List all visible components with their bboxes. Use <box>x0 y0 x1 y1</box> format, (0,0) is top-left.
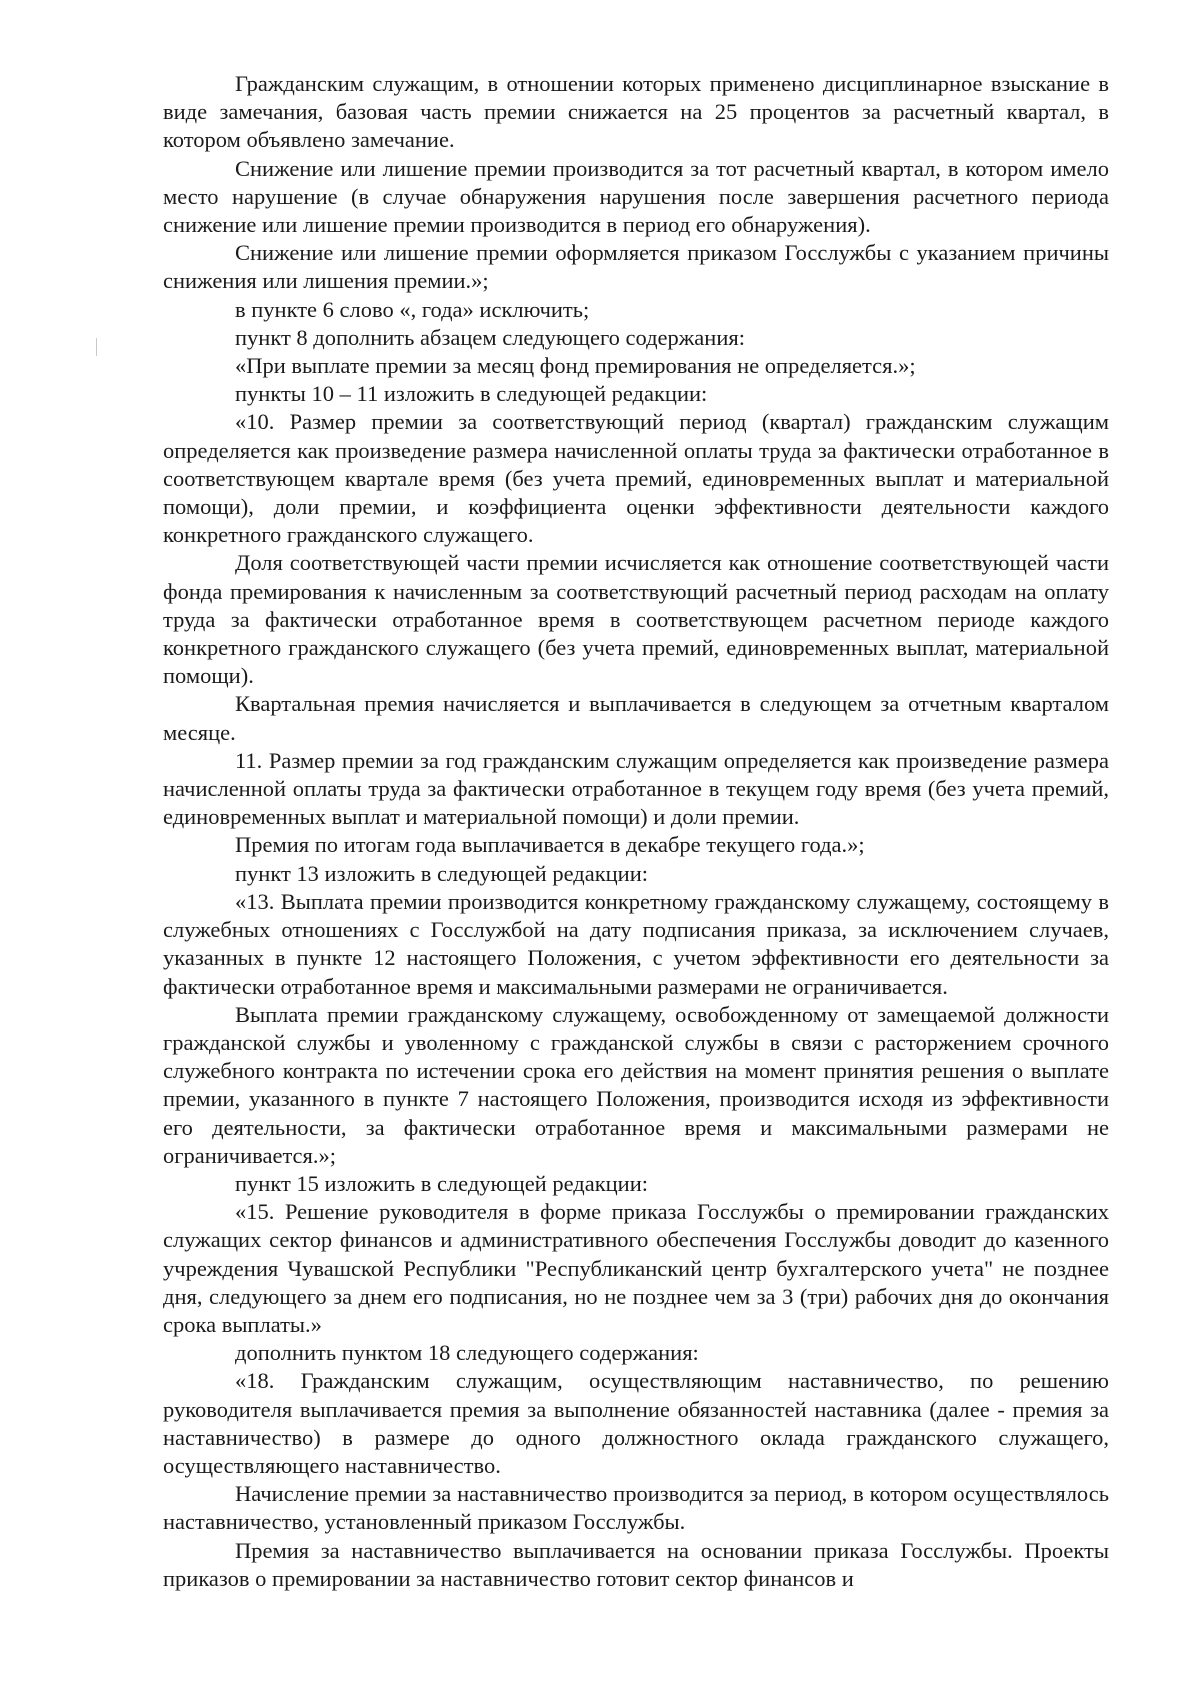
paragraph-point-11: 11. Размер премии за год гражданским служащим определяется как произведение размера начисленной оплаты труда за фактически отработанное в текущем году время (без учета премий, единовременных выплат и материальной помощи) и доли премии. <box>163 747 1109 830</box>
paragraph-amend-point-6: в пункте 6 слово «, года» исключить; <box>235 296 590 322</box>
paragraph-quarterly-bonus: Квартальная премия начисляется и выплачивается в следующем за отчетным кварталом месяце. <box>163 691 1109 745</box>
paragraph-point-15: «15. Решение руководителя в форме приказа Госслужбы о премировании гражданских служащих сектор финансов и административного обеспечения Госслужбы доводит до казенного учреждения Чувашской Республики "Республиканский центр бухгалтерского учета" не позднее дня, следующего за днем его подписания, но не позднее чем за 3 (три) рабочих дня до окончания срока выплаты.» <box>163 1199 1109 1337</box>
paragraph-point-10: «10. Размер премии за соответствующий период (квартал) гражданским служащим определяется как произведение размера начисленной оплаты труда за фактически отработанное в соответствующем квартале время (без учета премий, единовременных выплат и материальной помощи), доли премии, и коэффициента оценки эффективности деятельности каждого конкретного гражданского служащего. <box>163 409 1109 548</box>
paragraph-bonus-share: Доля соответствующей части премии исчисляется как отношение соответствующей части фонда премирования к начисленным за соответствующий расчетный период расходам на оплату труда за фактически отработанное время в соответствующем расчетном периоде каждого конкретного гражданского служащего (без учета премий, единовременных выплат, материальной помощи). <box>163 550 1109 689</box>
paragraph-point-18: «18. Гражданским служащим, осуществляющим наставничество, по решению руководителя выплачивается премия за выполнение обязанностей наставника (далее - премия за наставничество) в размере до одного должностного оклада гражданского служащего, осуществляющего наставничество. <box>163 1368 1109 1478</box>
paragraph-reduction-period: Снижение или лишение премии производится за тот расчетный квартал, в котором имело место нарушение (в случае обнаружения нарушения после завершения расчетного периода снижение или лишение премии производится в период его обнаружения). <box>163 155 1109 238</box>
paragraph-mentoring-order: Премия за наставничество выплачивается на основании приказа Госслужбы. Проекты приказов о премировании за наставничество готовит сектор финансов и <box>163 1537 1109 1591</box>
paragraph-disciplinary-reduction: Гражданским служащим, в отношении которых применено дисциплинарное взыскание в виде замечания, базовая часть премии снижается на 25 процентов за расчетный квартал, в котором объявлено замечание. <box>163 71 1109 153</box>
paragraph-amend-points-10-11: пункты 10 – 11 изложить в следующей редакции: <box>235 381 708 407</box>
paragraph-mentoring-period: Начисление премии за наставничество производится за период, в котором осуществлялось наставничество, установленный приказом Госслужбы. <box>163 1481 1109 1535</box>
paragraph-point-13: «13. Выплата премии производится конкретному гражданскому служащему, состоящему в служебных отношениях с Госслужбой на дату подписания приказа, за исключением случаев, указанных в пункте 12 настоящего Положения, с учетом эффективности его деятельности за фактически отработанное время и максимальными размерами не ограничивается. <box>163 888 1109 999</box>
document-page <box>163 70 1109 1593</box>
paragraph-dismissed-employee-bonus: Выплата премии гражданскому служащему, освобожденному от замещаемой должности гражданской службы и уволенному с гражданской службы в связи с расторжением срочного служебного контракта по истечении срока его действия на момент принятия решения о выплате премии, указанного в пункте 7 настоящего Положения, производится исходя из эффективности его деятельности, за фактически отработанное время и максимальными размерами не ограничивается.»; <box>163 1001 1109 1168</box>
paragraph-amend-point-15: пункт 15 изложить в следующей редакции: <box>235 1170 649 1196</box>
paragraph-amend-point-13: пункт 13 изложить в следующей редакции: <box>235 860 649 886</box>
paragraph-add-point-18: дополнить пунктом 18 следующего содержания: <box>235 1340 699 1366</box>
paragraph-annual-bonus: Премия по итогам года выплачивается в декабре текущего года.»; <box>235 832 865 858</box>
paragraph-amend-point-8: пункт 8 дополнить абзацем следующего содержания: <box>235 324 745 350</box>
scan-artifact-mark <box>96 338 97 356</box>
paragraph-reduction-order: Снижение или лишение премии оформляется приказом Госслужбы с указанием причины снижения или лишения премии.»; <box>163 240 1109 294</box>
paragraph-point-8-text: «При выплате премии за месяц фонд премирования не определяется.»; <box>235 353 916 379</box>
